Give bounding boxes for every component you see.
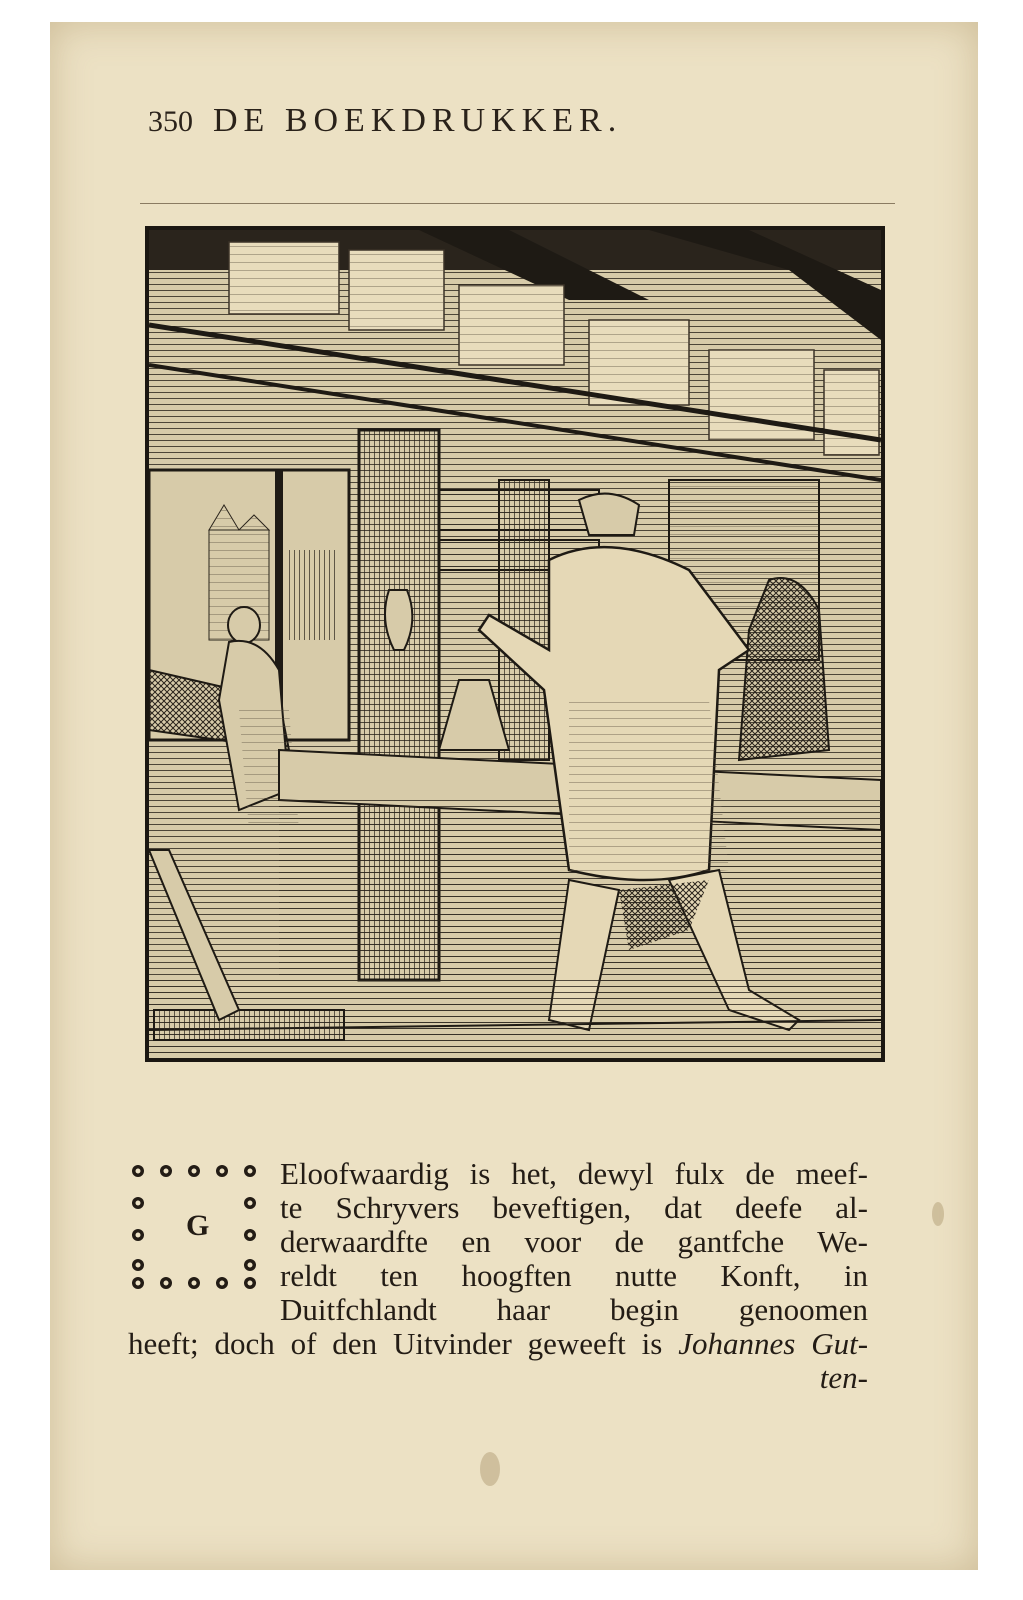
text-line-6-roman: heeft; doch of den Uitvinder geweeft is (128, 1326, 663, 1361)
body-text (128, 1157, 868, 1395)
printing-workshop-engraving (149, 230, 881, 1058)
paper-stain (932, 1202, 944, 1226)
paper-stain (480, 1452, 500, 1486)
drop-cap-letter: G (186, 1209, 210, 1242)
text-line-6 (128, 1327, 868, 1361)
text-line-6-italic: Johannes Gut- (678, 1326, 869, 1361)
text-line-2: te Schryvers beveftigen, dat deefe al- (280, 1190, 868, 1225)
catchword: ten- (819, 1360, 868, 1395)
book-page (50, 22, 978, 1570)
page-number: 350 (148, 105, 193, 138)
text-line-1: Eloofwaardig is het, dewyl fulx de meef- (280, 1156, 868, 1191)
text-line-5: Duitfchlandt haar begin genoomen (280, 1292, 868, 1327)
text-line-4: reldt ten hoogften nutte Konft, in (280, 1258, 868, 1293)
ornamental-initial (128, 1159, 270, 1291)
header-rule (140, 203, 895, 204)
page-header (148, 102, 622, 140)
text-line-3: derwaardfte en voor de gantfche We- (280, 1224, 868, 1259)
running-title: DE BOEKDRUKKER. (213, 102, 623, 139)
engraving-illustration (145, 226, 885, 1062)
